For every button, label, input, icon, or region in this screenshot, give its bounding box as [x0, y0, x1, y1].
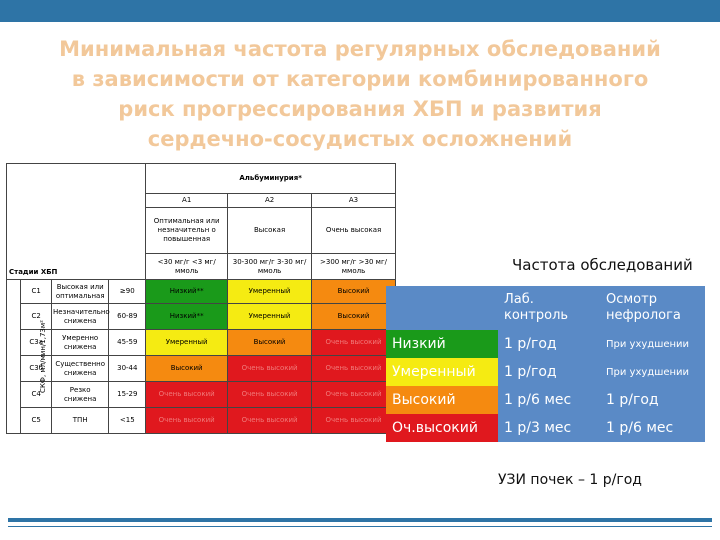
gfr-range: 60-89	[109, 304, 146, 330]
stage-cell: С4	[21, 382, 52, 408]
a-label: А2	[228, 194, 312, 208]
lab-frequency: 1 р/6 мес	[498, 386, 600, 414]
gfr-range: <15	[109, 408, 146, 434]
frequency-title: Частота обследований	[512, 256, 693, 274]
risk-cell: Высокий	[228, 330, 312, 356]
lab-control-header: Лаб. контроль	[498, 286, 600, 330]
stage-cell: С3а	[21, 330, 52, 356]
stage-cell: С1	[21, 280, 52, 304]
stage-desc: Незначительно снижена	[52, 304, 109, 330]
risk-cell: Очень высокий	[312, 408, 396, 434]
lab-frequency: 1 р/3 мес	[498, 414, 600, 442]
risk-cell: Низкий**	[146, 304, 228, 330]
slide-title	[20, 34, 700, 154]
a-description: Очень высокая	[312, 208, 396, 254]
risk-cell: Умеренный	[228, 280, 312, 304]
a-description: Высокая	[228, 208, 312, 254]
nephro-frequency: 1 р/6 мес	[600, 414, 705, 442]
stage-header: Стадии ХБП	[7, 164, 146, 280]
bottom-accent-line	[8, 526, 712, 527]
risk-cell: Очень высокий	[146, 382, 228, 408]
risk-level-very-high: Оч.высокий	[386, 414, 498, 442]
nephrologist-header: Осмотр нефролога	[600, 286, 705, 330]
a-label: А3	[312, 194, 396, 208]
nephro-frequency: При ухудшении	[600, 330, 705, 358]
stage-desc: Существенно снижена	[52, 356, 109, 382]
title-line: Минимальная частота регулярных обследований	[59, 37, 661, 61]
a-label: А1	[146, 194, 228, 208]
risk-cell: Очень высокий	[312, 356, 396, 382]
stage-cell: С5	[21, 408, 52, 434]
risk-cell: Умеренный	[228, 304, 312, 330]
gfr-range: ≥90	[109, 280, 146, 304]
lab-frequency: 1 р/год	[498, 330, 600, 358]
stage-desc: Высокая или оптимальная	[52, 280, 109, 304]
stage-desc: ТПН	[52, 408, 109, 434]
stage-cell: С3б	[21, 356, 52, 382]
bottom-accent-bar	[8, 518, 712, 522]
risk-cell: Низкий**	[146, 280, 228, 304]
title-line: в зависимости от категории комбинированного	[71, 67, 649, 91]
a-value: >300 мг/г >30 мг/ммоль	[312, 254, 396, 280]
gfr-side-label-text: СКФ, мл/мин/1,73м²	[38, 320, 47, 393]
stage-desc: Резко снижена	[52, 382, 109, 408]
risk-cell: Очень высокий	[146, 408, 228, 434]
risk-level-low: Низкий	[386, 330, 498, 358]
risk-cell: Умеренный	[146, 330, 228, 356]
risk-cell: Высокий	[146, 356, 228, 382]
frequency-legend-table	[386, 286, 705, 442]
risk-cell: Очень высокий	[228, 382, 312, 408]
risk-cell: Очень высокий	[312, 382, 396, 408]
risk-level-moderate: Умеренный	[386, 358, 498, 386]
ckd-risk-table	[6, 163, 396, 434]
legend-corner	[386, 286, 498, 330]
lab-frequency: 1 р/год	[498, 358, 600, 386]
risk-cell: Очень высокий	[228, 356, 312, 382]
risk-cell: Очень высокий	[312, 330, 396, 356]
a-description: Оптимальная или незначительн о повышенная	[146, 208, 228, 254]
gfr-range: 45-59	[109, 330, 146, 356]
nephro-frequency: 1 р/год	[600, 386, 705, 414]
risk-level-high: Высокий	[386, 386, 498, 414]
gfr-range: 15-29	[109, 382, 146, 408]
risk-cell: Высокий	[312, 280, 396, 304]
stage-desc: Умеренно снижена	[52, 330, 109, 356]
nephro-frequency: При ухудшении	[600, 358, 705, 386]
risk-cell: Очень высокий	[228, 408, 312, 434]
title-line: риск прогрессирования ХБП и развития	[118, 97, 602, 121]
ultrasound-note: УЗИ почек – 1 р/год	[498, 472, 642, 488]
stage-cell: С2	[21, 304, 52, 330]
risk-cell: Высокий	[312, 304, 396, 330]
top-accent-bar	[0, 0, 720, 22]
title-line: сердечно-сосудистых осложнений	[147, 127, 573, 151]
albuminuria-header: Альбуминурия*	[146, 164, 396, 194]
a-value: <30 мг/г <3 мг/ммоль	[146, 254, 228, 280]
a-value: 30-300 мг/г 3-30 мг/ммоль	[228, 254, 312, 280]
gfr-range: 30-44	[109, 356, 146, 382]
